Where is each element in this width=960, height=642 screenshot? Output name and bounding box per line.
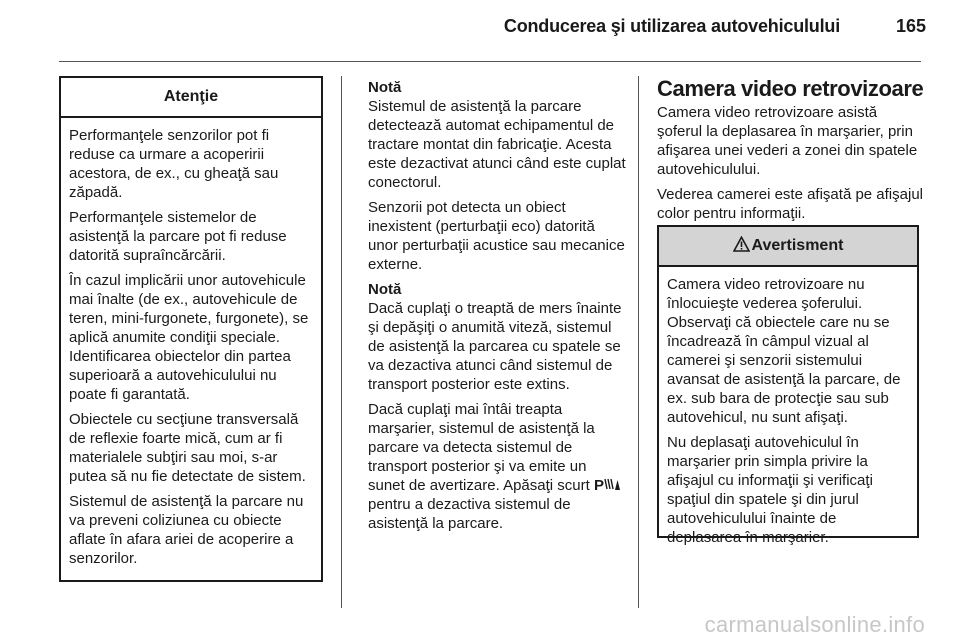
warning-box <box>657 225 919 546</box>
warning-paragraph: Camera video retrovizoare nu înlocuieşte vederea şoferului. Observaţi că obiectele care nu se încadrează în câmpul vizual al camerei şi senzorii sistemului avansat de asistenţă la parcare, de ex. sub bara de protecţie sau sub autovehicul, nu sunt afişaţi. <box>667 276 901 426</box>
caution-paragraph: Sistemul de asistenţă la parcare nu va preveni coliziunea cu obiecte aflate în afara ariei de acoperire a senzorilor. <box>69 493 304 567</box>
body-paragraph: Vederea camerei este afişată pe afişajul color pentru informaţii. <box>657 186 923 222</box>
right-column <box>657 76 923 229</box>
page-number: 165 <box>895 16 926 36</box>
header-rule <box>59 61 921 62</box>
caution-paragraph: Obiectele cu secţiune transversală de reflexie foarte mică, cum ar fi materialele subţiri sau moi, s-ar putea să nu fie detectate de sistem. <box>69 411 306 485</box>
caution-box-body <box>61 118 321 580</box>
body-paragraph: Camera video retrovizoare asistă şoferul la deplasarea în marşarier, prin afişarea unei vederi a zonei din spatele autovehiculului. <box>657 104 918 178</box>
body-text: Dacă cuplaţi mai întâi treapta marşarier, sistemul de asistenţă la parcare va detecta sistemul de transport posterior şi va emite un sunet de avertizare. Apăsaţi scurt <box>368 401 595 494</box>
watermark: carmanualsonline.info <box>704 612 925 637</box>
body-paragraph: Senzorii pot detecta un obiect inexistent (perturbaţii eco) datorită unor perturbaţii acustice sau mecanice externe. <box>368 199 625 273</box>
body-paragraph <box>368 400 626 533</box>
caution-paragraph: În cazul implicării unor autovehicule mai înalte (de ex., autovehicule de teren, mini-furgonete, furgonete), se aplică anumite condiţii speciale. Identificarea obiectelor din partea superioară a autovehiculului nu poate fi garantată. <box>69 272 309 403</box>
warning-paragraph: Nu deplasaţi autovehiculul în marşarier prin simpla privire la afişajul cu informaţii şi verificaţi spaţiul din spatele şi din jurul autovehiculului înainte de deplasarea în marşarier. <box>667 434 873 546</box>
warning-box-title: Avertisment <box>751 237 844 254</box>
warning-box-body <box>659 267 917 559</box>
caution-paragraph: Performanţele senzorilor pot fi reduse ca urmare a acoperirii acestora, de ex., cu gheaţă sau zăpadă. <box>69 127 279 201</box>
caution-box-title: Atenţie <box>61 78 321 118</box>
column-divider-left <box>341 76 342 608</box>
running-header-title: Conducerea şi utilizarea autovehiculului <box>503 16 840 36</box>
column-divider-right <box>638 76 639 608</box>
note-text: Sistemul de asistenţă la parcare detectează automat echipamentul de tractare montat din fabricaţie. Acesta este dezactivat atunci când este cuplat conectorul. <box>368 98 626 191</box>
warning-triangle-icon <box>733 229 750 267</box>
caution-paragraph: Performanţele sistemelor de asistenţă la parcare pot fi reduse datorită supraîncărcării. <box>69 209 287 264</box>
section-title: Camera video retrovizoare <box>657 76 924 101</box>
parking-assist-button-icon: P <box>594 477 620 494</box>
note-label: Notă <box>368 79 402 96</box>
caution-box <box>59 76 323 582</box>
note-text: Dacă cuplaţi o treaptă de mers înainte şi depăşiţi o anumită viteză, sistemul de asistenţă la parcarea cu spatele se va dezactiva atunci când sistemul de transport posterior este extins. <box>368 300 622 393</box>
middle-column <box>368 78 626 539</box>
body-text: pentru a dezactiva sistemul de asistenţă la parcare. <box>368 496 571 532</box>
warning-box-header <box>659 227 917 267</box>
note-label: Notă <box>368 281 402 298</box>
